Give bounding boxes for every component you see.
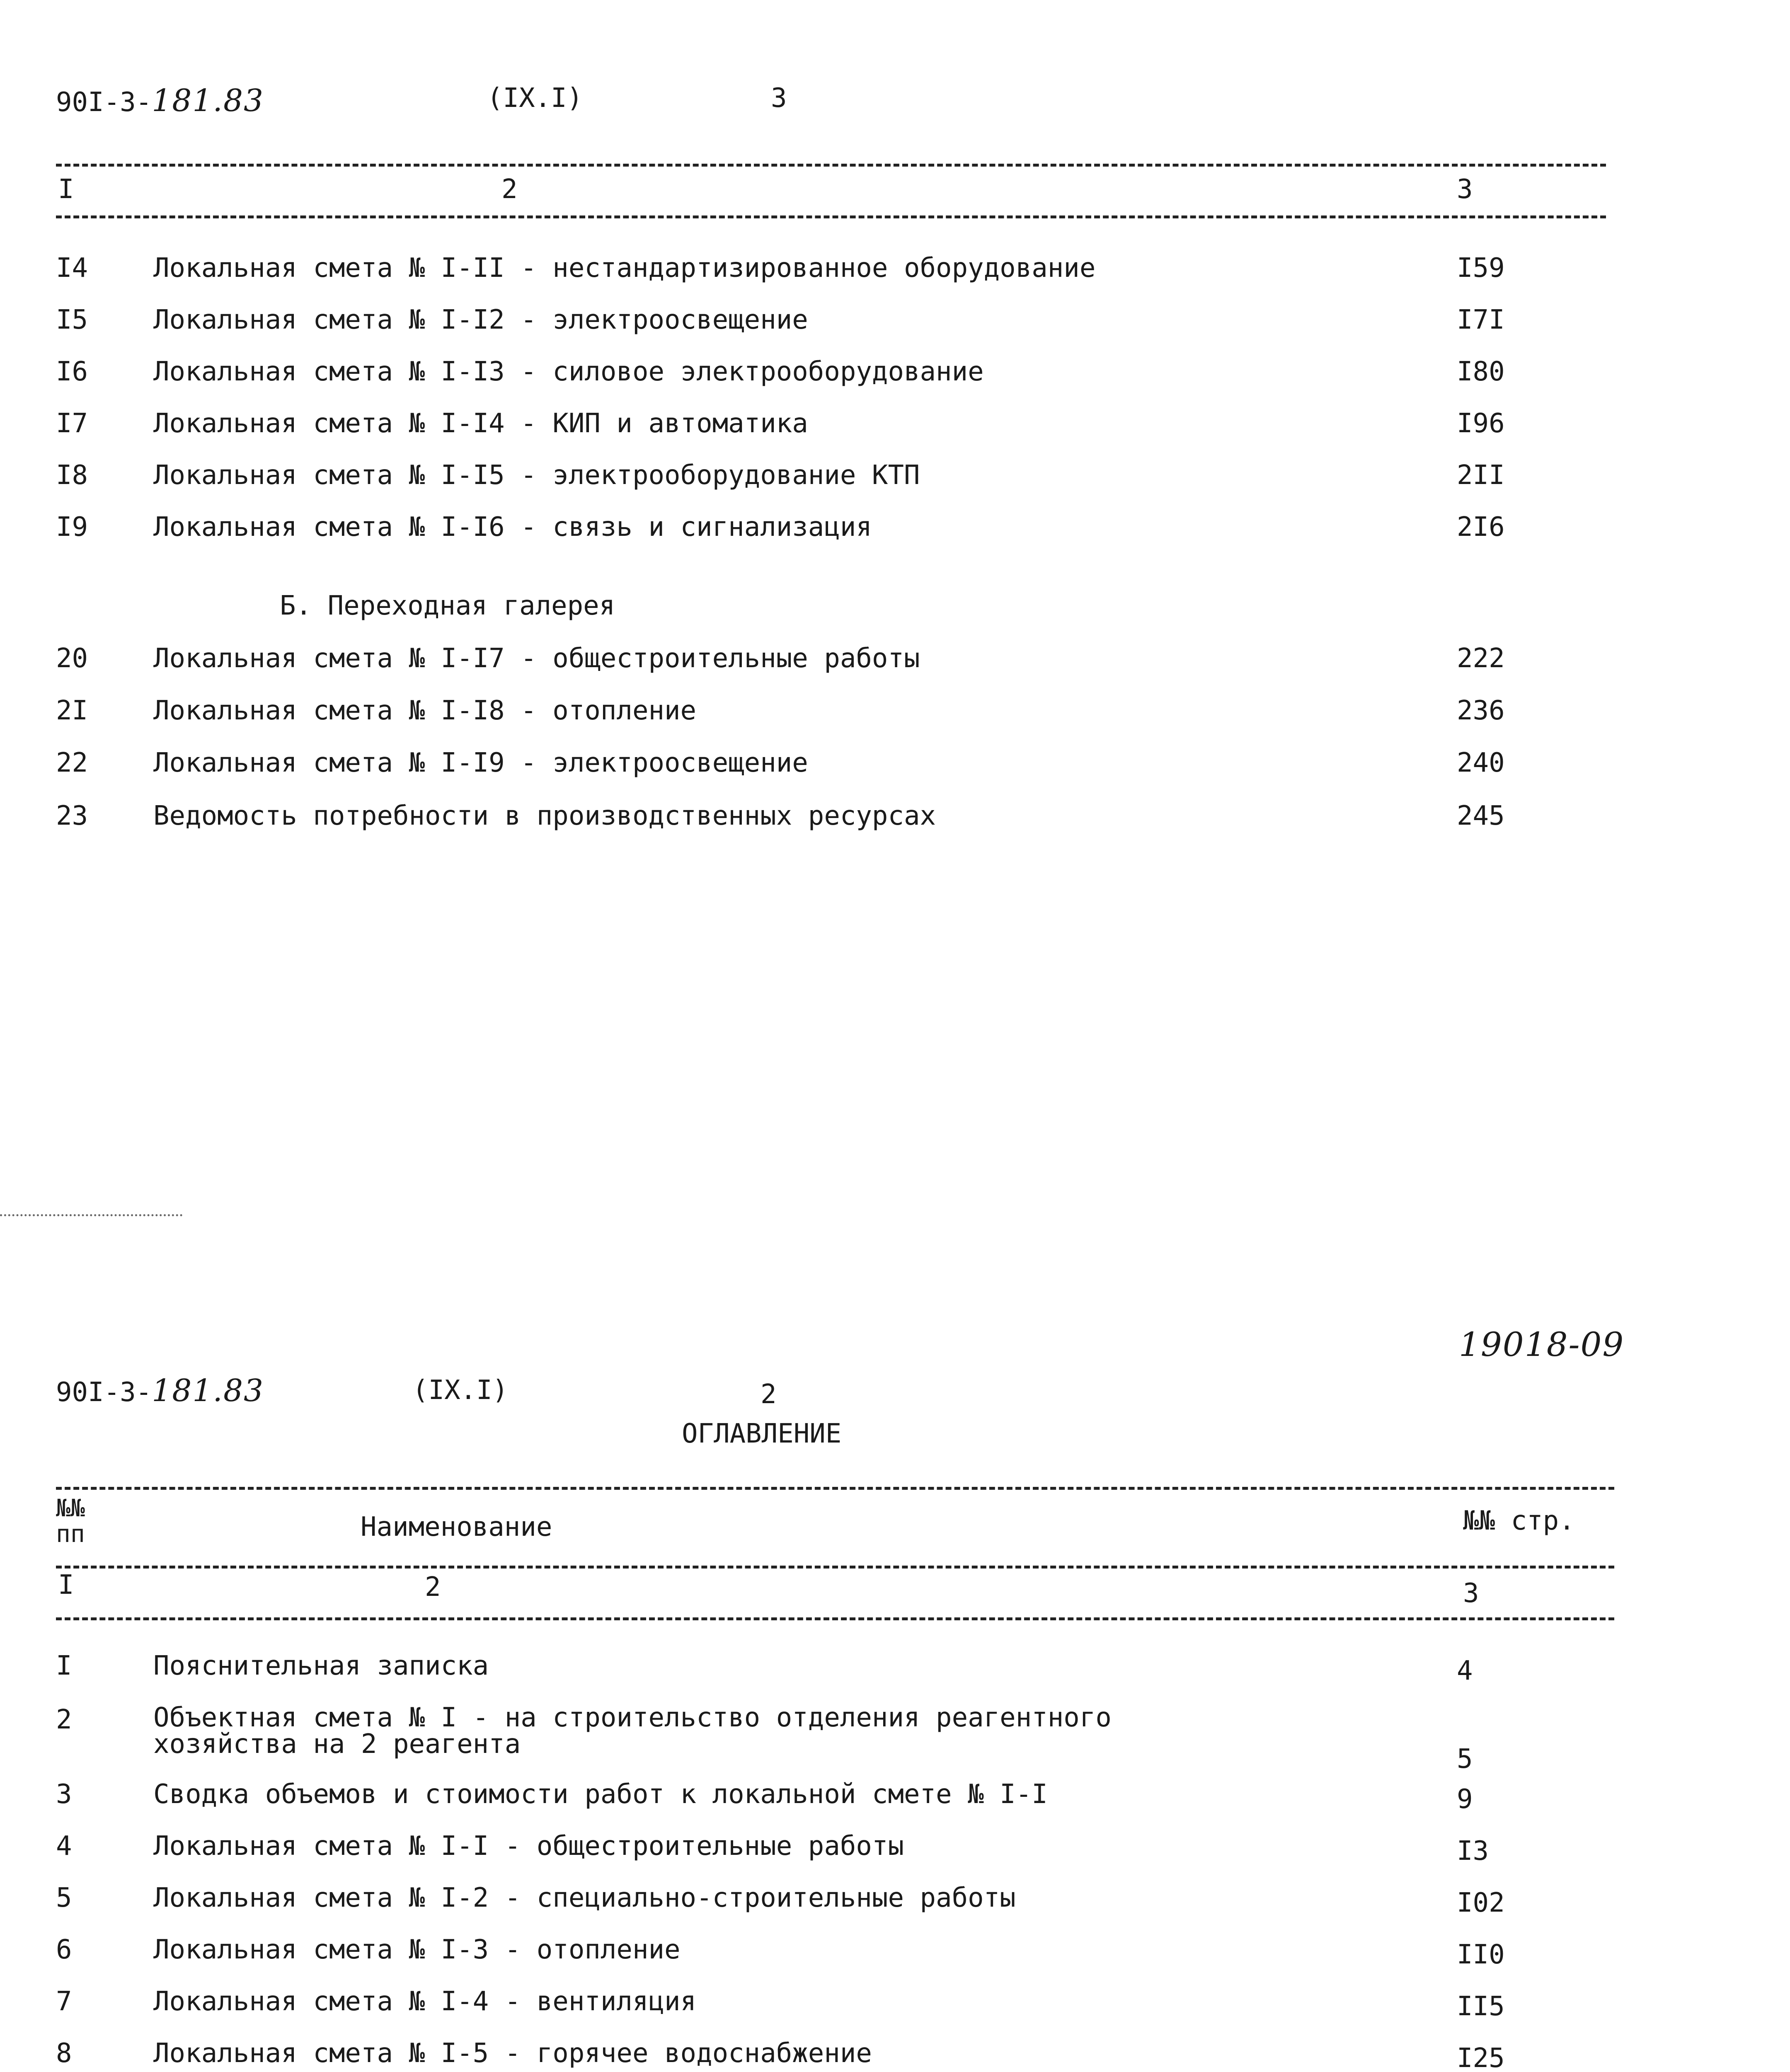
row-title: Локальная смета № I-4 - вентиляция	[153, 1986, 697, 2017]
section-code: (IX.I)	[487, 83, 583, 114]
row-page: 4	[1457, 1656, 1473, 1686]
row-number: I	[56, 1651, 72, 1681]
table-row	[0, 460, 1790, 501]
inventory-number: 19018-09	[1459, 1325, 1625, 1364]
row-title: Пояснительная записка	[153, 1651, 489, 1681]
row-title: Локальная смета № I-I9 - электроосвещение	[153, 748, 808, 778]
table-row	[0, 408, 1790, 450]
table-row	[0, 1934, 1790, 1976]
row-number: 2	[56, 1704, 72, 1735]
row-number: 22	[56, 748, 88, 778]
row-title: Локальная смета № I-I4 - КИП и автоматика	[153, 408, 808, 439]
row-page: I25	[1457, 2043, 1505, 2072]
row-title: Локальная смета № I-I5 - электрооборудование КТП	[153, 460, 920, 491]
row-number: I9	[56, 512, 88, 542]
header-number-line1: №№	[56, 1494, 85, 1522]
row-number: 5	[56, 1883, 72, 1913]
column-number-2: 2	[501, 174, 518, 205]
header-number-line2: пп	[56, 1520, 85, 1548]
row-title: Локальная смета № I-I - общестроительные работы	[153, 1831, 904, 1861]
row-title-line1: Объектная смета № I - на строительство отделения реагентного	[153, 1702, 1112, 1733]
table-row	[0, 748, 1790, 789]
row-title-line2: хозяйства на 2 реагента	[153, 1729, 521, 1760]
row-title: Локальная смета № I-5 - горячее водоснабжение	[153, 2038, 872, 2069]
header-number	[56, 1495, 85, 1547]
row-page: I02	[1457, 1888, 1505, 1918]
table-row	[0, 1651, 1790, 1692]
header-name: Наименование	[361, 1512, 552, 1542]
document-code-prefix: 90I-3-	[56, 1377, 152, 1408]
column-number-1: I	[58, 174, 74, 205]
table-row	[0, 695, 1790, 737]
row-page: 236	[1457, 695, 1505, 726]
table-row	[0, 643, 1790, 685]
section-subheading: Б. Переходная галерея	[280, 591, 615, 621]
page-number: 2	[761, 1379, 777, 1410]
row-number: I5	[56, 305, 88, 335]
table-rule-columns	[56, 1617, 1614, 1620]
row-title: Локальная смета № I-I3 - силовое электрооборудование	[153, 356, 984, 387]
document-code	[56, 1373, 264, 1409]
row-number: 4	[56, 1831, 72, 1861]
row-page: II0	[1457, 1939, 1505, 1970]
table-row	[0, 356, 1790, 398]
row-title: Локальная смета № I-II - нестандартизированное оборудование	[153, 253, 1096, 283]
page-title: ОГЛАВЛЕНИЕ	[682, 1418, 842, 1449]
row-title: Локальная смета № I-I6 - связь и сигнализация	[153, 512, 872, 542]
row-number: I8	[56, 460, 88, 491]
row-number: 2I	[56, 695, 88, 726]
table-row	[0, 1779, 1790, 1820]
table-row	[0, 1883, 1790, 1924]
row-page: I7I	[1457, 305, 1505, 335]
row-page: 9	[1457, 1784, 1473, 1815]
table-row	[0, 253, 1790, 294]
row-number: I7	[56, 408, 88, 439]
row-page: 245	[1457, 801, 1505, 831]
table-row	[0, 305, 1790, 346]
page-cut-mark	[0, 1214, 182, 1216]
row-page: II5	[1457, 1991, 1505, 2022]
document-code-handwritten: 181.83	[152, 1373, 264, 1409]
row-number: 6	[56, 1934, 72, 1965]
row-number: 23	[56, 801, 88, 831]
document-code-handwritten: 181.83	[152, 83, 264, 119]
row-page: I80	[1457, 356, 1505, 387]
row-title: Локальная смета № I-2 - специально-строительные работы	[153, 1883, 1016, 1913]
row-page: 222	[1457, 643, 1505, 674]
table-row	[0, 1831, 1790, 1872]
table-rule-top	[56, 1487, 1614, 1490]
table-row	[0, 512, 1790, 553]
row-title: Локальная смета № I-I8 - отопление	[153, 695, 697, 726]
table-rule-top	[56, 164, 1606, 167]
table-row	[0, 801, 1790, 842]
table-row	[0, 1704, 1790, 1783]
column-number-3: 3	[1457, 174, 1473, 205]
table-row	[0, 2038, 1790, 2072]
row-title: Сводка объемов и стоимости работ к локальной смете № I-I	[153, 1779, 1048, 1810]
table-rule-header	[56, 1566, 1614, 1569]
page-number: 3	[771, 83, 787, 114]
row-number: 3	[56, 1779, 72, 1810]
header-page: №№ стр.	[1463, 1506, 1575, 1536]
row-number: 8	[56, 2038, 72, 2069]
table-row	[0, 1986, 1790, 2028]
document-code-prefix: 90I-3-	[56, 87, 152, 118]
row-title: Локальная смета № I-I7 - общестроительные работы	[153, 643, 920, 674]
row-page: 2I6	[1457, 512, 1505, 542]
row-number: 7	[56, 1986, 72, 2017]
row-number: 20	[56, 643, 88, 674]
section-code: (IX.I)	[412, 1375, 509, 1406]
row-page: I59	[1457, 253, 1505, 283]
row-page: I3	[1457, 1836, 1489, 1866]
row-title: Локальная смета № I-3 - отопление	[153, 1934, 681, 1965]
toc-page-2	[0, 1278, 1790, 2072]
row-number: I6	[56, 356, 88, 387]
column-number-2: 2	[425, 1572, 441, 1602]
column-number-3: 3	[1463, 1578, 1479, 1609]
row-title	[153, 1702, 1112, 1760]
row-page: I96	[1457, 408, 1505, 439]
document-code	[56, 83, 264, 119]
row-number: I4	[56, 253, 88, 283]
row-title: Локальная смета № I-I2 - электроосвещение	[153, 305, 808, 335]
table-rule-columns	[56, 215, 1606, 218]
row-page: 240	[1457, 748, 1505, 778]
column-number-1: I	[58, 1570, 74, 1600]
row-page: 5	[1457, 1744, 1473, 1774]
row-page: 2II	[1457, 460, 1505, 491]
row-title: Ведомость потребности в производственных ресурсах	[153, 801, 936, 831]
